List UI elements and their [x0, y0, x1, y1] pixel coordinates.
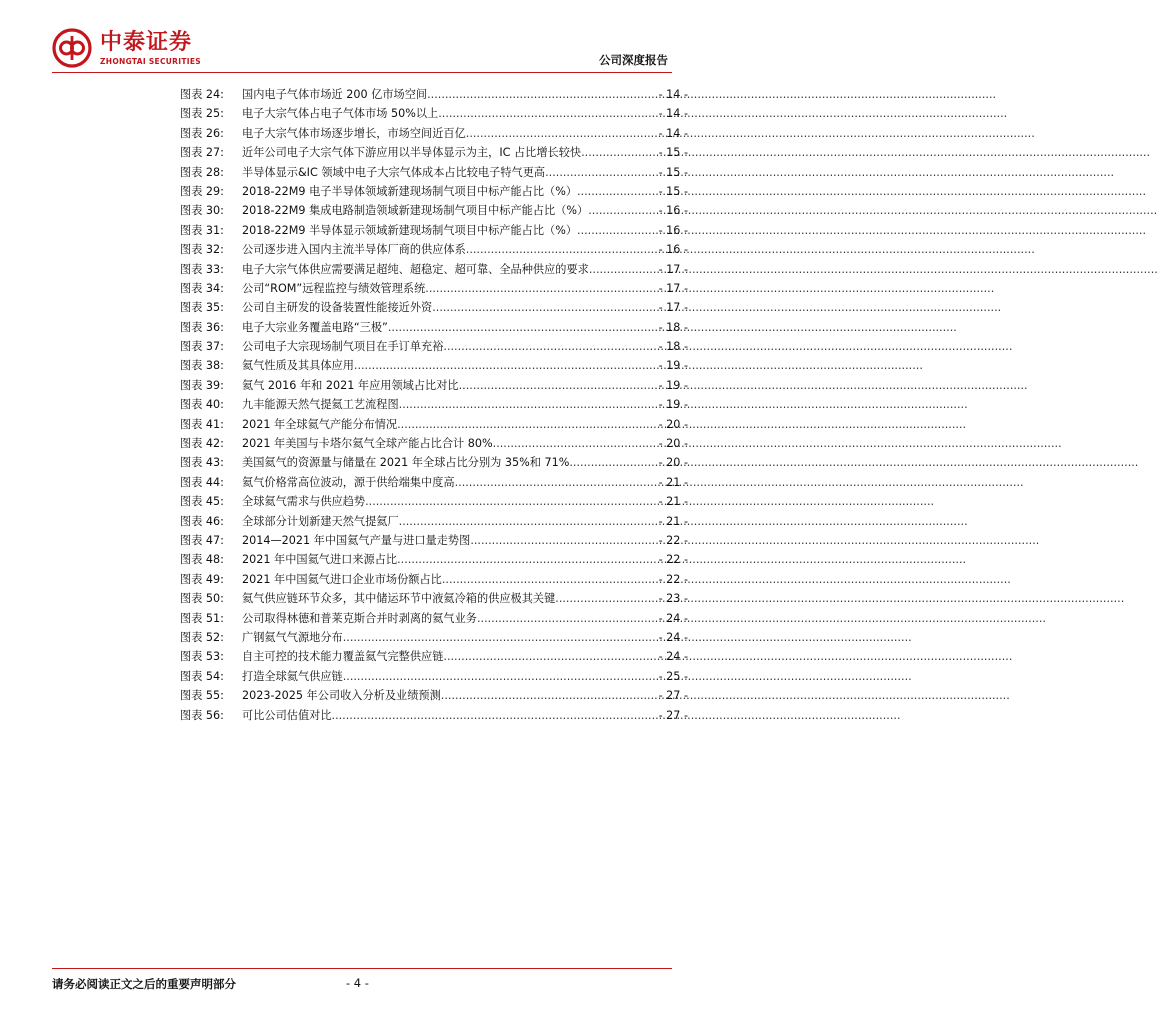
- toc-entry-title: 广钢氦气气源地分布: [242, 630, 343, 644]
- toc-entry-title: 电子大宗气体市场逐步增长，市场空间近百亿: [242, 126, 466, 140]
- toc-entry-page: - 18 -: [658, 320, 688, 334]
- toc-entry-title: 2023-2025 年公司收入分析及业绩预测: [242, 689, 441, 703]
- toc-entry[interactable]: [180, 454, 688, 473]
- toc-entry[interactable]: [180, 687, 688, 706]
- toc-entry-label: 图表 26:: [180, 126, 224, 140]
- toc-entry-label: 图表 44:: [180, 475, 224, 489]
- toc-leader-dots: [589, 263, 658, 276]
- toc-entry-title: 可比公司估值对比: [242, 708, 332, 722]
- toc-entry-label: 图表 37:: [180, 340, 224, 354]
- toc-leader-dots: [343, 631, 658, 644]
- toc-entry-label: 图表 35:: [180, 301, 224, 315]
- toc-entry-label: 图表 34:: [180, 281, 224, 295]
- toc-entry-title: 2014—2021 年中国氦气产量与进口量走势图: [242, 533, 471, 547]
- toc-leader-dots: [399, 515, 658, 528]
- toc-entry-title: 2018-22M9 电子半导体领域新建现场制气项目中标产能占比（%）: [242, 184, 578, 198]
- toc-entry-label: 图表 55:: [180, 689, 224, 703]
- toc-entry-page: - 20 -: [658, 456, 688, 470]
- toc-entry[interactable]: [180, 648, 688, 667]
- toc-entry[interactable]: [180, 222, 688, 241]
- toc-leader-dots: [569, 456, 657, 469]
- toc-entry[interactable]: [180, 164, 688, 183]
- toc-entry[interactable]: [180, 416, 688, 435]
- toc-leader-dots: [365, 495, 658, 508]
- toc-entry-label: 图表 27:: [180, 146, 224, 160]
- toc-entry[interactable]: [180, 629, 688, 648]
- toc-entry-title: 半导体显示&IC 领域中电子大宗气体成本占比较电子特气更高: [242, 165, 546, 179]
- toc-entry-label: 图表 45:: [180, 495, 224, 509]
- toc-leader-dots: [432, 301, 657, 314]
- toc-entry-label: 图表 54:: [180, 669, 224, 683]
- toc-entry-page: - 20 -: [658, 437, 688, 451]
- toc-entry-title: 全球部分计划新建天然气提氦厂: [242, 514, 399, 528]
- toc-entry-page: - 21 -: [658, 495, 688, 509]
- toc-entry-page: - 17 -: [658, 301, 688, 315]
- toc-entry[interactable]: [180, 707, 688, 726]
- toc-leader-dots: [443, 650, 657, 663]
- toc-entry-title: 氦气 2016 年和 2021 年应用领域占比对比: [242, 378, 459, 392]
- toc-entry-page: - 15 -: [658, 146, 688, 160]
- toc-entry-label: 图表 43:: [180, 456, 224, 470]
- toc-entry-title: 公司逐步进入国内主流半导体厂商的供应体系: [242, 243, 466, 257]
- toc-entry-page: - 16 -: [658, 204, 688, 218]
- toc-leader-dots: [466, 243, 658, 256]
- toc-entry[interactable]: [180, 513, 688, 532]
- toc-entry-label: 图表 47:: [180, 533, 224, 547]
- toc-entry-page: - 19 -: [658, 378, 688, 392]
- toc-entry[interactable]: [180, 668, 688, 687]
- toc-entry-label: 图表 28:: [180, 165, 224, 179]
- toc-leader-dots: [459, 379, 658, 392]
- toc-leader-dots: [397, 418, 657, 431]
- toc-entry-label: 图表 40:: [180, 398, 224, 412]
- toc-leader-dots: [397, 553, 657, 566]
- toc-entry[interactable]: [180, 551, 688, 570]
- toc-entry-title: 电子大宗气体占电子气体市场 50%以上: [242, 107, 439, 121]
- toc-leader-dots: [443, 340, 657, 353]
- toc-entry-title: 公司电子大宗现场制气项目在手订单充裕: [242, 340, 444, 354]
- toc-entry-title: 2021 年全球氦气产能分布情况: [242, 417, 398, 431]
- toc-entry-label: 图表 48:: [180, 553, 224, 567]
- toc-entry-page: - 21 -: [658, 514, 688, 528]
- toc-entry-label: 图表 33:: [180, 262, 224, 276]
- toc-entry-title: 电子大宗业务覆盖电路“三极”: [242, 320, 388, 334]
- toc-entry-label: 图表 25:: [180, 107, 224, 121]
- toc-entry-page: - 24 -: [658, 611, 688, 625]
- toc-entry[interactable]: [180, 319, 688, 338]
- toc-entry-title: 公司取得林德和普莱克斯合并时剥离的氦气业务: [242, 611, 477, 625]
- footer-divider: [52, 968, 672, 969]
- toc-entry-page: - 27 -: [658, 708, 688, 722]
- toc-entry-page: - 19 -: [658, 359, 688, 373]
- toc-leader-dots: [493, 437, 658, 450]
- toc-entry-page: - 25 -: [658, 669, 688, 683]
- toc-entry-page: - 18 -: [658, 340, 688, 354]
- toc-entry-label: 图表 39:: [180, 378, 224, 392]
- toc-leader-dots: [343, 670, 658, 683]
- toc-leader-dots: [470, 534, 657, 547]
- toc-entry[interactable]: [180, 610, 688, 629]
- zhongtai-logo-icon: [52, 28, 92, 68]
- toc-entry[interactable]: [180, 377, 688, 396]
- toc-leader-dots: [555, 592, 657, 605]
- toc-leader-dots: [441, 689, 658, 702]
- toc-entry-page: - 17 -: [658, 281, 688, 295]
- toc-entry-page: - 24 -: [658, 630, 688, 644]
- toc-entry-page: - 16 -: [658, 243, 688, 257]
- toc-leader-dots: [442, 573, 658, 586]
- toc-entry-title: 国内电子气体市场近 200 亿市场空间: [242, 88, 428, 101]
- toc-entry[interactable]: [180, 202, 688, 221]
- toc-leader-dots: [477, 612, 658, 625]
- toc-leader-dots: [427, 88, 657, 101]
- toc-entry-title: 电子大宗气体供应需要满足超纯、超稳定、超可靠、全品种供应的要求: [242, 262, 589, 276]
- toc-leader-dots: [577, 185, 658, 198]
- toc-entry[interactable]: [180, 241, 688, 260]
- toc-entry-title: 2018-22M9 集成电路制造领域新建现场制气项目中标产能占比（%）: [242, 204, 589, 218]
- header-divider: [52, 72, 672, 73]
- toc-entry[interactable]: [180, 261, 688, 280]
- toc-entry-page: - 24 -: [658, 650, 688, 664]
- toc-entry-title: 全球氦气需求与供应趋势: [242, 495, 366, 509]
- toc-leader-dots: [545, 166, 657, 179]
- toc-entry-title: 打造全球氦气供应链: [242, 669, 343, 683]
- toc-entry[interactable]: [180, 144, 688, 163]
- toc-leader-dots: [588, 204, 657, 217]
- toc-entry-page: - 22 -: [658, 533, 688, 547]
- toc-entry[interactable]: [180, 532, 688, 551]
- toc-entry-page: - 17 -: [658, 262, 688, 276]
- toc-leader-dots: [354, 359, 658, 372]
- toc-leader-dots: [332, 709, 658, 722]
- toc-entry[interactable]: [180, 280, 688, 299]
- toc-entry-page: - 19 -: [658, 398, 688, 412]
- toc-entry-label: 图表 50:: [180, 592, 224, 606]
- toc-entry-page: - 14 -: [658, 107, 688, 121]
- footer-disclaimer: 请务必阅读正文之后的重要声明部分: [52, 977, 236, 991]
- toc-entry-page: - 15 -: [658, 165, 688, 179]
- toc-entry[interactable]: [180, 571, 688, 590]
- toc-leader-dots: [455, 476, 658, 489]
- toc-entry-page: - 14 -: [658, 88, 688, 101]
- toc-entry[interactable]: [180, 590, 688, 609]
- toc-entry-title: 氦气价格常高位波动，源于供给端集中度高: [242, 475, 455, 489]
- figure-index-list: [180, 86, 688, 726]
- page-header: [0, 0, 724, 80]
- toc-leader-dots: [425, 282, 657, 295]
- toc-entry-page: - 22 -: [658, 572, 688, 586]
- toc-entry-title: 2018-22M9 半导体显示领域新建现场制气项目中标产能占比（%）: [242, 223, 578, 237]
- toc-entry[interactable]: [180, 86, 688, 105]
- toc-entry[interactable]: [180, 299, 688, 318]
- brand-name-en: ZHONGTAI SECURITIES: [100, 56, 201, 66]
- toc-entry-label: 图表 53:: [180, 650, 224, 664]
- toc-entry[interactable]: [180, 125, 688, 144]
- toc-entry-page: - 20 -: [658, 417, 688, 431]
- toc-entry-title: 九丰能源天然气提氦工艺流程图: [242, 398, 399, 412]
- toc-entry-title: 公司自主研发的设备装置性能接近外资: [242, 301, 433, 315]
- toc-entry-label: 图表 52:: [180, 630, 224, 644]
- brand-logo: [52, 28, 201, 68]
- toc-entry[interactable]: [180, 435, 688, 454]
- toc-entry-page: - 16 -: [658, 223, 688, 237]
- toc-entry-label: 图表 56:: [180, 708, 224, 722]
- toc-leader-dots: [466, 127, 658, 140]
- page-number: - 4 -: [346, 976, 369, 990]
- toc-entry-label: 图表 46:: [180, 514, 224, 528]
- toc-leader-dots: [399, 398, 658, 411]
- toc-entry-title: 氦气供应链环节众多，其中储运环节中液氦冷箱的供应极其关键: [242, 592, 556, 606]
- toc-entry-title: 美国氦气的资源量与储量在 2021 年全球占比分别为 35%和 71%: [242, 456, 570, 470]
- toc-entry-page: - 23 -: [658, 592, 688, 606]
- toc-entry-page: - 15 -: [658, 184, 688, 198]
- toc-entry-label: 图表 41:: [180, 417, 224, 431]
- toc-entry-label: 图表 38:: [180, 359, 224, 373]
- toc-entry-page: - 27 -: [658, 689, 688, 703]
- toc-entry[interactable]: [180, 105, 688, 124]
- toc-entry-title: 2021 年中国氦气进口来源占比: [242, 553, 398, 567]
- toc-entry-label: 图表 42:: [180, 437, 224, 451]
- toc-entry-label: 图表 30:: [180, 204, 224, 218]
- toc-entry-label: 图表 31:: [180, 223, 224, 237]
- toc-entry-page: - 21 -: [658, 475, 688, 489]
- toc-entry-page: - 22 -: [658, 553, 688, 567]
- toc-leader-dots: [388, 321, 658, 334]
- toc-leader-dots: [577, 224, 658, 237]
- toc-entry-label: 图表 24:: [180, 88, 224, 101]
- toc-entry[interactable]: [180, 396, 688, 415]
- toc-entry[interactable]: [180, 357, 688, 376]
- toc-entry-label: 图表 51:: [180, 611, 224, 625]
- toc-entry-label: 图表 36:: [180, 320, 224, 334]
- toc-entry-title: 2021 年中国氦气进口企业市场份额占比: [242, 572, 442, 586]
- toc-entry-page: - 14 -: [658, 126, 688, 140]
- toc-entry-title: 公司“ROM”远程监控与绩效管理系统: [242, 281, 426, 295]
- toc-entry-label: 图表 29:: [180, 184, 224, 198]
- brand-name-cn: 中泰证券: [100, 29, 193, 55]
- toc-entry-title: 氦气性质及其具体应用: [242, 359, 354, 373]
- toc-entry-label: 图表 49:: [180, 572, 224, 586]
- report-type-label: 公司深度报告: [599, 53, 668, 67]
- toc-leader-dots: [581, 146, 657, 159]
- toc-entry[interactable]: [180, 474, 688, 493]
- toc-entry[interactable]: [180, 338, 688, 357]
- toc-entry-title: 2021 年美国与卡塔尔氦气全球产能占比合计 80%: [242, 437, 493, 451]
- toc-entry-label: 图表 32:: [180, 243, 224, 257]
- toc-entry[interactable]: [180, 493, 688, 512]
- toc-leader-dots: [438, 107, 657, 120]
- toc-entry-title: 自主可控的技术能力覆盖氦气完整供应链: [242, 650, 444, 664]
- toc-entry[interactable]: [180, 183, 688, 202]
- toc-entry-title: 近年公司电子大宗气体下游应用以半导体显示为主，IC 占比增长较快: [242, 146, 582, 160]
